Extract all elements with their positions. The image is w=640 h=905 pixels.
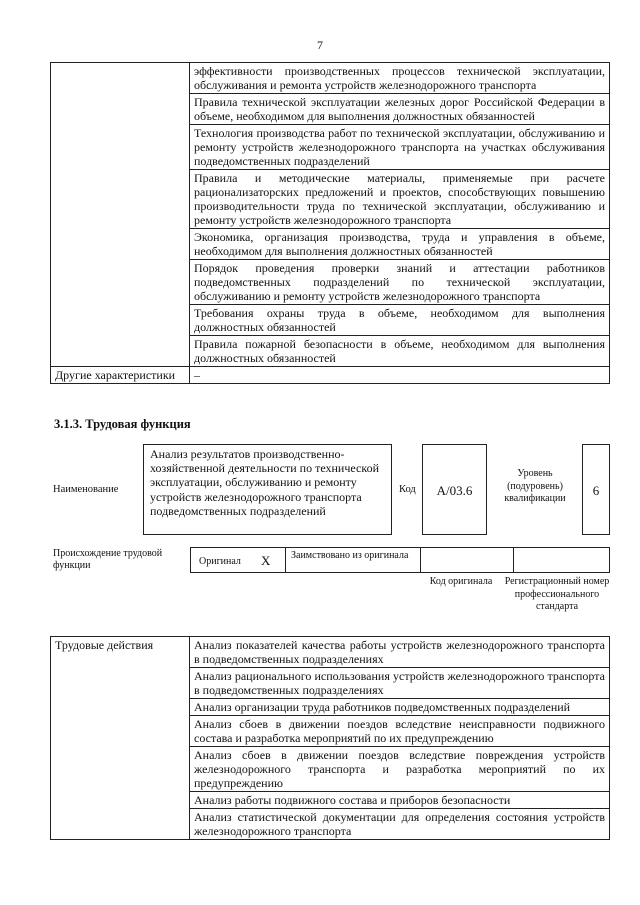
table-row <box>51 367 610 384</box>
table-cell: Требования охраны труда в объеме, необходимом для выполнения должностных обязанностей <box>190 305 610 336</box>
page-number: 7 <box>317 38 323 52</box>
table-row <box>51 637 610 668</box>
table-cell: Правила и методические материалы, применяемые при расчете рационализаторских предложений и проектов, способствующих повышению производительности труда по технической эксплуатации, обслуживанию и ремонту устройств железнодорожного транспорта <box>190 170 610 229</box>
labor-actions-table <box>50 636 610 840</box>
table-cell: Экономика, организация производства, труда и управления в объеме, необходимом для выполнения должностных обязанностей <box>190 229 610 260</box>
original-cell <box>191 548 286 572</box>
table-cell: Анализ статистической документации для определения состояния устройств железнодорожного транспорта <box>190 809 610 840</box>
table-cell: эффективности производственных процессов технической эксплуатации, обслуживания и ремонта устройств железнодорожного транспорта <box>190 63 610 94</box>
qualification-level-box <box>582 444 610 535</box>
registration-number-caption: Регистрационный номер профессионального стандарта <box>504 576 610 612</box>
code-origin-caption: Код оригинала <box>429 576 493 587</box>
table-cell: Анализ сбоев в движении поездов вследствие неисправности подвижного состава и разработка мероприятий по их предупреждению <box>190 716 610 747</box>
borrowed-cell <box>286 548 421 572</box>
code-value: А/03.6 <box>436 483 473 498</box>
table-cell: Анализ организации труда работников подведомственных подразделений <box>190 699 610 716</box>
origin-label: Происхождение трудовой функции <box>53 548 163 571</box>
other-characteristics-label: Другие характеристики <box>51 367 190 384</box>
function-name-box: Анализ результатов производственно-хозяйственной деятельности по технической эксплуатации, обслуживанию и ремонту устройств железнодорожного транспорта подведомственных подразделений <box>143 444 392 535</box>
code-origin-cell <box>421 548 514 572</box>
table-cell: Анализ сбоев в движении поездов вследствие повреждения устройств железнодорожного транспорта и разработка мероприятий по их предупреждению <box>190 747 610 792</box>
section-title: 3.1.3. Трудовая функция <box>54 417 191 431</box>
qualification-level-value: 6 <box>592 483 600 498</box>
table-cell: Анализ показателей качества работы устройств железнодорожного транспорта в подведомственных подразделениях <box>190 637 610 668</box>
code-label: Код <box>399 484 416 495</box>
origin-row <box>190 547 610 573</box>
table-cell: Правила пожарной безопасности в объеме, необходимом для выполнения должностных обязанностей <box>190 336 610 367</box>
table-cell: Анализ рационального использования устройств железнодорожного транспорта в подведомственных подразделениях <box>190 668 610 699</box>
knowledge-table <box>50 62 610 384</box>
original-mark: X <box>261 553 271 568</box>
table-left-cell <box>51 63 190 367</box>
labor-actions-label: Трудовые действия <box>51 637 190 840</box>
table-cell: Анализ работы подвижного состава и приборов безопасности <box>190 792 610 809</box>
name-label: Наименование <box>53 484 119 495</box>
original-label: Оригинал <box>199 556 241 567</box>
table-cell: Порядок проведения проверки знаний и аттестации работников подведомственных подразделений по технической эксплуатации, обслуживанию и ремонту устройств железнодорожного транспорта <box>190 260 610 305</box>
table-cell: Правила технической эксплуатации железных дорог Российской Федерации в объеме, необходимом для выполнения должностных обязанностей <box>190 94 610 125</box>
table-row <box>51 63 610 94</box>
code-box <box>422 444 487 535</box>
other-characteristics-value: – <box>190 367 610 384</box>
borrowed-label: Заимствовано из оригинала <box>291 550 409 561</box>
table-cell: Технология производства работ по технической эксплуатации, обслуживанию и ремонту устройств железнодорожного транспорта на участках обслуживания подведомственных подразделений <box>190 125 610 170</box>
qualification-level-label: Уровень (подуровень) квалификации <box>504 468 566 504</box>
